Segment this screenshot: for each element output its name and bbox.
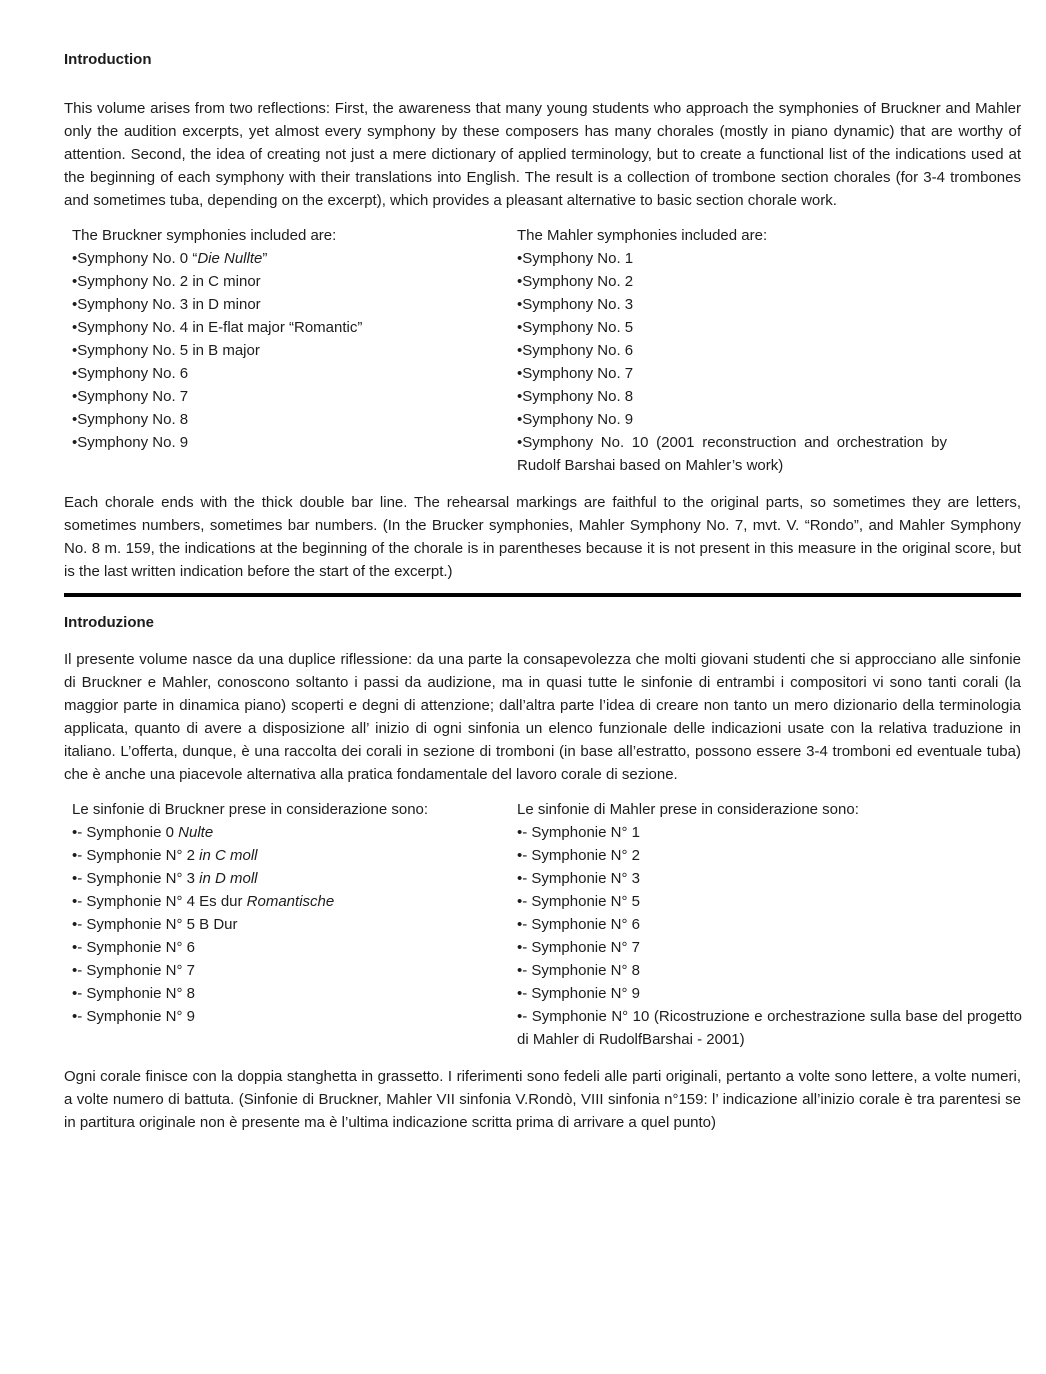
list-item: • - Symphonie N° 5 B Dur [72,913,517,936]
list-item: • Symphony No. 5 in B major [72,339,517,362]
italian-bruckner-list-header: Le sinfonie di Bruckner prese in considerazione sono: [72,801,429,818]
english-intro-paragraph: This volume arises from two reflections: First, the awareness that many young students who approach the symphonies of Bruckner and Mahler only the audition excerpts, yet almost every symphony by these composers has many chorales (mostly in piano dynamic) that are worthy of attention. Second, the idea of creating not just a mere dictionary of applied terminology, but to create a functional list of the indications used at the beginning of each symphony with their translations into English. The result is a collection of trombone section chorales (for 3-4 trombones and sometimes tuba, depending on the excerpt), which provides a pleasant alternative to basic section chorale work. [64,100,1021,209]
italian-intro-paragraph: Il presente volume nasce da una duplice riflessione: da una parte la consapevolezza che molti giovani studenti che si approcciano alle sinfonie di Bruckner e Mahler, conoscono soltanto i passi da audizione, ma in quasi tutte le sinfonie di entrambi i compositori vi sono tanti corali (la maggior parte in dinamica piano) scoperti e degni di attenzione; dall’altra parte l’idea di creare non tanto un mero dizionario della terminologia applicata, quanto di avere a disposizione all’ inizio di ogni sinfonia un elenco funzionale delle indicazioni usate con la relativa traduzione in italiano. L’offerta, dunque, è una raccolta dei corali in sezione di tromboni (in base all’estratto, possono essere 3-4 tromboni ed eventuale tuba) che è anche una piacevole alternativa alla pratica fondamentale del lavoro corale di sezione. [64,651,1021,783]
list-item: • - Symphonie N° 8 [517,959,1022,982]
list-item: • Symphony No. 4 in E-flat major “Romantic” [72,316,517,339]
english-symphony-lists [72,224,1021,477]
list-item: • - Symphonie N° 3 [517,867,1022,890]
list-item: • - Symphonie N° 2 in C moll [72,844,517,867]
english-section [64,48,1021,583]
list-item: • Symphony No. 7 [72,385,517,408]
list-item: • - Symphonie N° 7 [517,936,1022,959]
list-item: • Symphony No. 10 (2001 reconstruction and orchestration by Rudolf Barshai based on Mahler’s work) [517,431,947,477]
list-item: • Symphony No. 1 [517,247,947,270]
list-item: • Symphony No. 8 [72,408,517,431]
list-item: • - Symphonie N° 9 [517,982,1022,1005]
italian-bruckner-items [72,821,517,1028]
english-mahler-list-header: The Mahler symphonies included are: [517,227,768,244]
italian-section-heading: Introduzione [64,614,154,631]
list-item: • - Symphonie N° 10 (Ricostruzione e orchestrazione sulla base del progetto di Mahler di RudolfBarshai - 2001) [517,1005,1022,1051]
english-mahler-items [517,247,947,477]
list-item: • Symphony No. 6 [517,339,947,362]
list-item: • - Symphonie N° 4 Es dur Romantische [72,890,517,913]
italian-mahler-items [517,821,1022,1051]
list-item: • - Symphonie N° 9 [72,1005,517,1028]
list-item: • - Symphonie N° 5 [517,890,1022,913]
list-item: • Symphony No. 9 [72,431,517,454]
english-section-heading: Introduction [64,51,152,68]
italian-closing-paragraph: Ogni corale finisce con la doppia stanghetta in grassetto. I riferimenti sono fedeli alle parti originali, pertanto a volte sono lettere, a volte numeri, a volte numero di battuta. (Sinfonie di Bruckner, Mahler VII sinfonia V.Rondò, VIII sinfonia n°159: l’ indicazione all’inizio corale è tra parentesi se in partitura originale non è presente ma è l’ultima indicazione scritta prima di arrivare a quel punto) [64,1068,1021,1131]
italian-symphony-lists [72,798,1021,1051]
list-item: • - Symphonie N° 3 in D moll [72,867,517,890]
italian-mahler-list-header: Le sinfonie di Mahler prese in considerazione sono: [517,801,859,818]
list-item: • Symphony No. 9 [517,408,947,431]
list-item: • - Symphonie N° 6 [517,913,1022,936]
list-item: • - Symphonie 0 Nulte [72,821,517,844]
italian-section [64,611,1021,1134]
list-item: • - Symphonie N° 1 [517,821,1022,844]
list-item: • Symphony No. 2 in C minor [72,270,517,293]
list-item: • - Symphonie N° 7 [72,959,517,982]
italian-bruckner-list [72,798,517,1051]
list-item: • Symphony No. 3 in D minor [72,293,517,316]
list-item: • Symphony No. 2 [517,270,947,293]
section-divider-rule [64,593,1021,597]
list-item: • Symphony No. 8 [517,385,947,408]
list-item: • Symphony No. 0 “Die Nullte” [72,247,517,270]
english-closing-paragraph: Each chorale ends with the thick double bar line. The rehearsal markings are faithful to the original parts, so sometimes they are letters, sometimes numbers, sometimes bar numbers. (In the Brucker symphonies, Mahler Symphony No. 7, mvt. V. “Rondo”, and Mahler Symphony No. 8 m. 159, the indications at the beginning of the chorale is in parentheses because it is not present in this measure in the original score, but is the last written indication before the start of the excerpt.) [64,494,1021,580]
english-bruckner-list-header: The Bruckner symphonies included are: [72,227,337,244]
english-bruckner-list [72,224,517,477]
list-item: • Symphony No. 7 [517,362,947,385]
list-item: • Symphony No. 3 [517,293,947,316]
list-item: • - Symphonie N° 6 [72,936,517,959]
list-item: • Symphony No. 6 [72,362,517,385]
english-bruckner-items [72,247,517,454]
english-mahler-list [517,224,947,477]
list-item: • - Symphonie N° 2 [517,844,1022,867]
list-item: • - Symphonie N° 8 [72,982,517,1005]
italian-mahler-list [517,798,1022,1051]
list-item: • Symphony No. 5 [517,316,947,339]
